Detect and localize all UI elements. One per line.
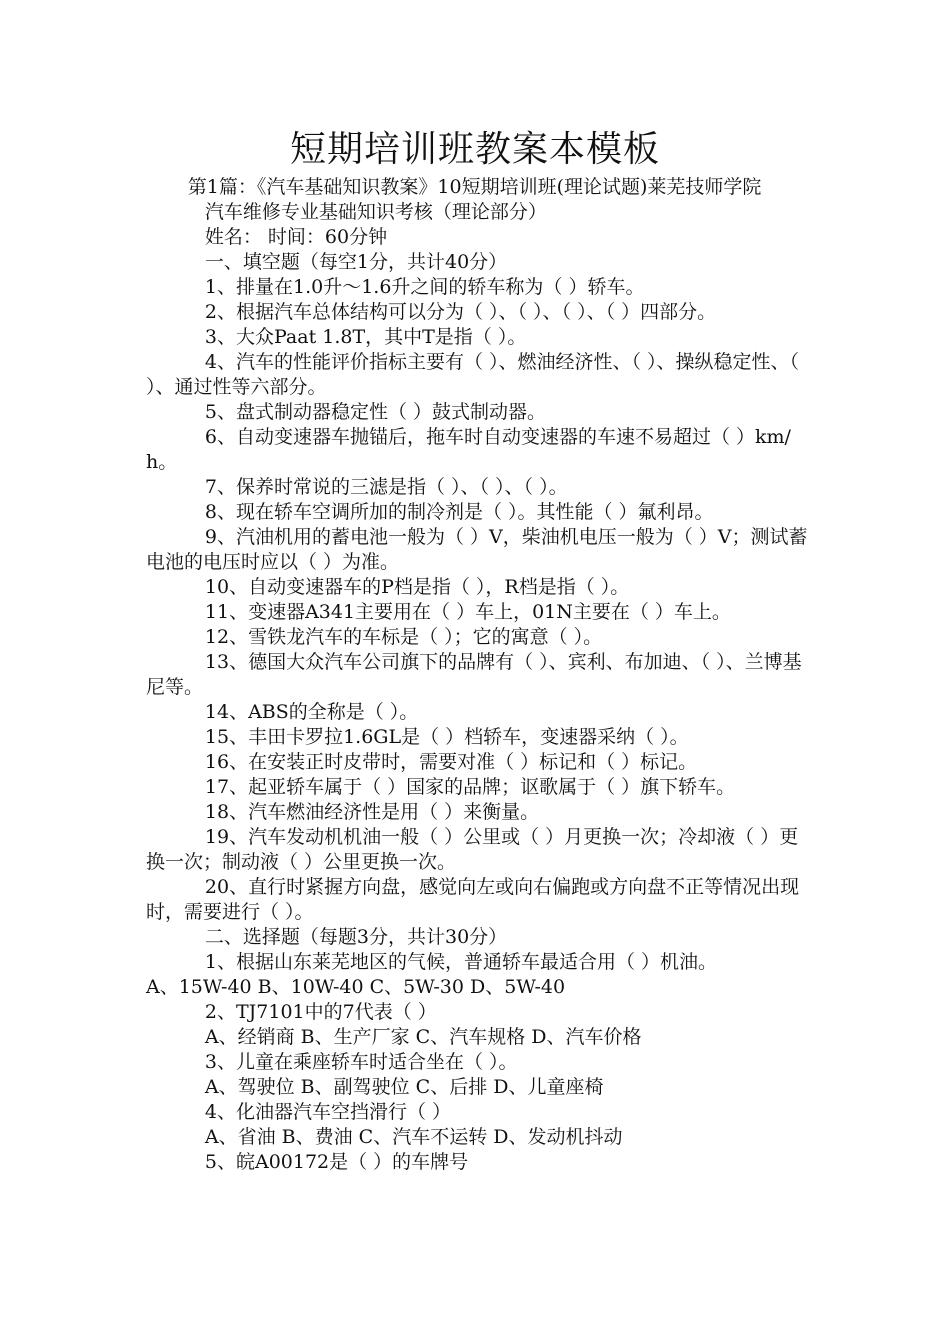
paragraph: 5、盘式制动器稳定性（ ）鼓式制动器。	[204, 401, 547, 423]
paragraph: 18、汽车燃油经济性是用（ ）来衡量。	[204, 801, 540, 823]
paragraph: 第1篇：《汽车基础知识教案》10短期培训班(理论试题)莱芜技师学院	[187, 176, 762, 198]
paragraph: 6、自动变速器车抛锚后，拖车时自动变速器的车速不易超过（ ）km/h。	[146, 426, 791, 473]
document-title: 短期培训班教案本模板	[289, 129, 660, 170]
paragraph: 3、儿童在乘座轿车时适合坐在（ ）。	[204, 1051, 518, 1073]
paragraph: 12、雪铁龙汽车的车标是（ ）；它的寓意（ ）。	[204, 626, 603, 648]
paragraph: 7、保养时常说的三滤是指（ ）、（ ）、（ ）。	[204, 476, 568, 498]
paragraph: 姓名： 时间：60分钟	[204, 226, 388, 248]
paragraph: 汽车维修专业基础知识考核（理论部分）	[204, 201, 547, 223]
paragraph: 2、TJ7101中的7代表（ ）	[204, 1001, 437, 1023]
paragraph: 8、现在轿车空调所加的制冷剂是（ ）。其性能（ ）氟利昂。	[204, 501, 714, 523]
paragraph: A、经销商 B、生产厂家 C、汽车规格 D、汽车价格	[204, 1026, 642, 1048]
paragraph: 11、变速器A341主要用在（ ）车上，01N主要在（ ）车上。	[204, 601, 731, 623]
paragraph: 4、化油器汽车空挡滑行（ ）	[204, 1101, 452, 1123]
paragraph: 4、汽车的性能评价指标主要有（ ）、燃油经济性、（ ）、操纵稳定性、（ ）、通过性等六部分。	[146, 351, 800, 398]
paragraph: 15、丰田卡罗拉1.6GL是（ ）档轿车，变速器采纳（ ）。	[204, 726, 689, 748]
paragraph: 20、直行时紧握方向盘，感觉向左或向右偏跑或方向盘不正等情况出现时，需要进行（ ）。	[146, 876, 800, 923]
paragraph: A、驾驶位 B、副驾驶位 C、后排 D、儿童座椅	[204, 1076, 604, 1098]
paragraph: 17、起亚轿车属于（ ）国家的品牌；讴歌属于（ ）旗下轿车。	[204, 776, 736, 798]
paragraph: 16、在安装正时皮带时，需要对准（ ）标记和（ ）标记。	[204, 751, 698, 773]
paragraph: 10、自动变速器车的P档是指（ ），R档是指（ ）。	[204, 576, 630, 598]
paragraph: 二、选择题（每题3分，共计30分）	[204, 926, 508, 948]
paragraph: 5、皖A00172是（ ）的车牌号	[204, 1151, 469, 1173]
paragraph: 一、填空题（每空1分，共计40分）	[204, 251, 508, 273]
paragraph: 13、德国大众汽车公司旗下的品牌有（ ）、宾利、布加迪、（ ）、兰博基尼等。	[146, 651, 802, 698]
paragraph: 9、汽油机用的蓄电池一般为（ ）V，柴油机电压一般为（ ）V；测试蓄电池的电压时应以（ ）为准。	[146, 526, 808, 573]
paragraph: 1、根据山东莱芜地区的气候，普通轿车最适合用（ ）机油。	[204, 951, 718, 973]
document-body	[146, 175, 811, 1175]
paragraph: 14、ABS的全称是（ ）。	[204, 701, 419, 723]
paragraph: A、15W-40 B、10W-40 C、5W-30 D、5W-40	[146, 976, 566, 998]
paragraph: 2、根据汽车总体结构可以分为（ ）、（ ）、（ ）、（ ）四部分。	[204, 301, 717, 323]
paragraph: 19、汽车发动机机油一般（ ）公里或（ ）月更换一次；冷却液（ ）更换一次；制动液（ ）公里更换一次。	[146, 826, 799, 873]
paragraph: 1、排量在1.0升～1.6升之间的轿车称为（ ）轿车。	[204, 276, 645, 298]
paragraph: 3、大众Paat 1.8T，其中T是指（ ）。	[204, 326, 527, 348]
paragraph: A、省油 B、费油 C、汽车不运转 D、发动机抖动	[204, 1126, 623, 1148]
